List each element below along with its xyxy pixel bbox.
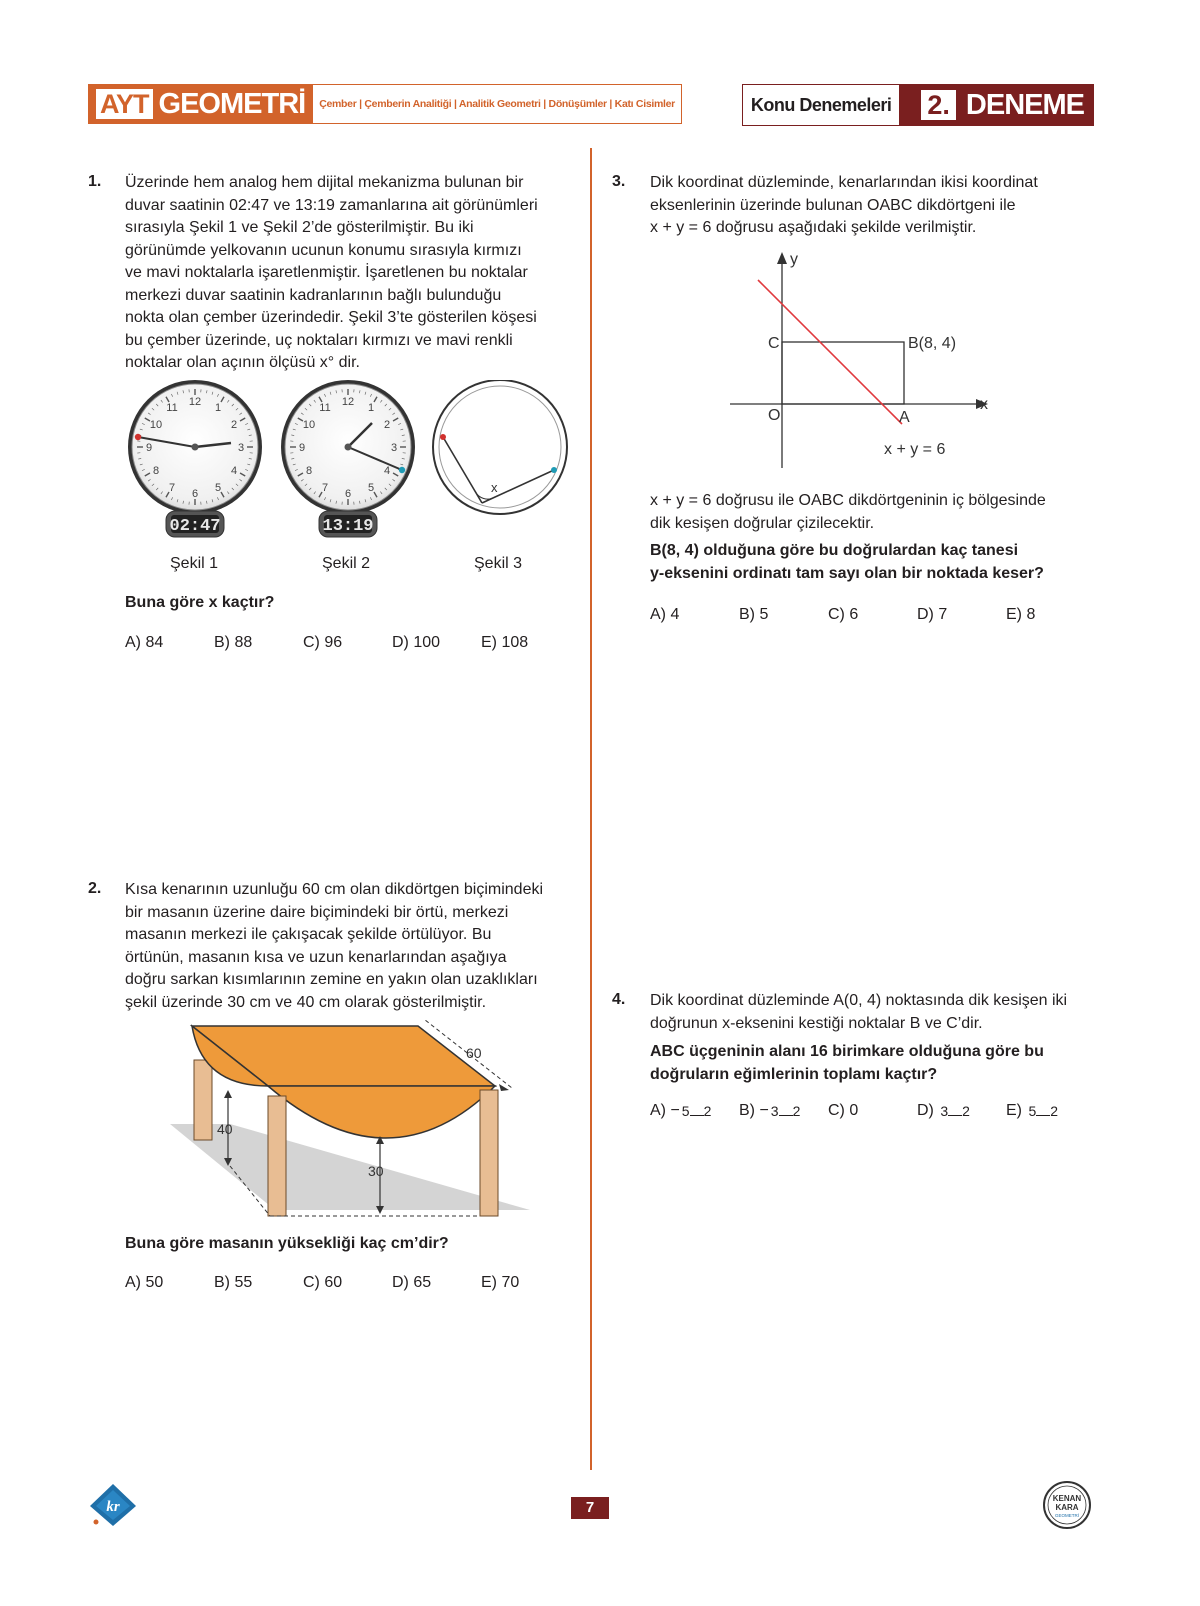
q2-line: şekil üzerinde 30 cm ve 40 cm olarak gösterilmiştir. [125, 993, 487, 1011]
label-40: 40 [217, 1121, 233, 1137]
denominator: 2 [792, 1102, 801, 1119]
line-label: x + y = 6 [884, 441, 946, 458]
q4-option-a[interactable] [650, 1102, 739, 1120]
q4-line: doğrunun x-eksenini kestiği noktalar B ve C’dir. [650, 1014, 983, 1032]
q3-options [650, 606, 1035, 624]
clock2 [281, 380, 415, 537]
svg-text:11: 11 [319, 402, 331, 414]
q3-line: x + y = 6 doğrusu aşağıdaki şekilde verilmiştir. [650, 219, 977, 236]
q4-option-e-fraction [1028, 1103, 1058, 1120]
q1-line: ve mavi noktalarla işaretlenmiştir. İşaretlenen bu noktalar [125, 264, 528, 281]
q3-line: eksenlerinin üzerinde bulunan OABC dikdörtgeni ile [650, 196, 1016, 214]
svg-text:12: 12 [188, 396, 202, 408]
q1-line: görünümde yelkovanın ucunun konumu sırasıyla kırmızı [125, 241, 522, 259]
deneme-label: DENEME [965, 88, 1084, 121]
clock2-digital: 13:19 [322, 517, 374, 536]
angle-x-label: x [491, 480, 498, 495]
deneme-number: 2. [921, 90, 956, 120]
svg-text:6: 6 [344, 488, 352, 500]
svg-text:9: 9 [298, 442, 306, 454]
label-30: 30 [368, 1163, 384, 1179]
q3-text2 [650, 490, 1110, 535]
table-leg [268, 1096, 286, 1216]
table-leg [480, 1090, 498, 1216]
q1-line: bu çember üzerinde, uç noktaları kırmızı ve mavi renkli [125, 331, 513, 349]
svg-text:7: 7 [321, 482, 329, 494]
svg-text:1: 1 [214, 402, 222, 414]
svg-text:2: 2 [230, 419, 238, 431]
q3-question-line: y-eksenini ordinatı tam sayı olan bir noktada keser? [650, 564, 1044, 582]
svg-text:5: 5 [367, 482, 375, 494]
subject-badge [88, 84, 313, 124]
denominator: 2 [962, 1102, 970, 1119]
q1-option-d[interactable]: D) 100 [392, 634, 441, 651]
point-b-label: B(8, 4) [908, 335, 957, 352]
seal-line1: KENAN [1052, 1494, 1082, 1503]
seal-line2: KARA [1055, 1503, 1079, 1512]
q1-option-a[interactable]: A) 84 [125, 634, 164, 651]
clock1-digital: 02:47 [169, 517, 221, 536]
svg-text:12: 12 [341, 396, 355, 408]
q1-clocks-figure [120, 380, 580, 560]
q4-question [650, 1041, 1120, 1086]
svg-text:3: 3 [237, 442, 245, 454]
svg-text:4: 4 [230, 465, 238, 477]
q2-question: Buna göre masanın yüksekliği kaç cm’dir? [125, 1235, 449, 1252]
q2-option-e[interactable]: E) 70 [481, 1274, 520, 1291]
q4-option-b-sign: − [759, 1102, 769, 1119]
q4-option-c[interactable]: C) 0 [828, 1102, 859, 1119]
numerator: 5 [681, 1102, 690, 1119]
q4-option-a-label: A) [650, 1102, 666, 1119]
point-c-label: C [768, 335, 780, 352]
blue-dot [399, 467, 405, 473]
q1-line: merkezi duvar saatinin kadranlarının bağlı bulunduğu [125, 286, 502, 304]
svg-text:6: 6 [191, 488, 199, 500]
q1-option-e[interactable]: E) 108 [481, 634, 529, 651]
q4-option-a-fraction [682, 1103, 712, 1120]
q4-line: Dik koordinat düzleminde A(0, 4) noktasında dik kesişen iki [650, 992, 1068, 1009]
subject-label: GEOMETRİ [158, 87, 306, 120]
q3-line: x + y = 6 doğrusu ile OABC dikdörtgeninin iç bölgesinde [650, 492, 1046, 509]
q4-option-b-label: B) [739, 1102, 755, 1119]
denominator: 2 [703, 1102, 712, 1119]
caption-sekil3: Şekil 3 [474, 555, 523, 572]
q2-line: masanın merkezi ile çakışacak şekilde örtülüyor. Bu [125, 926, 492, 943]
q4-number: 4. [612, 991, 626, 1008]
q3-text [650, 172, 1110, 240]
numerator: 3 [770, 1102, 779, 1119]
q2-option-b[interactable]: B) 55 [214, 1274, 253, 1291]
q2-line: örtünün, masanın kısa ve uzun kenarlarından aşağıya [125, 948, 507, 966]
q1-text [125, 172, 585, 375]
svg-text:10: 10 [149, 419, 163, 431]
q4-text [650, 990, 1130, 1035]
q1-line: noktalar olan açının ölçüsü x° dir. [125, 354, 360, 371]
q2-line: Kısa kenarının uzunluğu 60 cm olan dikdörtgen biçimindeki [125, 881, 544, 898]
q3-line: dik kesişen doğrular çizilecektir. [650, 514, 875, 532]
q3-option-a[interactable]: A) 4 [650, 606, 680, 623]
svg-text:11: 11 [166, 402, 178, 414]
q1-option-b[interactable]: B) 88 [214, 634, 253, 651]
q1-options [125, 634, 528, 652]
q2-table-figure [160, 1020, 540, 1220]
svg-text:9: 9 [145, 442, 153, 454]
q1-line: sırasıyla Şekil 1 ve Şekil 2’de gösterilmiştir. Bu iki [125, 219, 474, 236]
header-test [742, 84, 1094, 126]
seal-line3: GEOMETRİ [1054, 1513, 1080, 1518]
clock1 [128, 380, 262, 537]
svg-text:3: 3 [390, 442, 398, 454]
svg-text:8: 8 [305, 465, 313, 477]
q2-option-a[interactable]: A) 50 [125, 1274, 164, 1291]
svg-text:2: 2 [383, 419, 391, 431]
q3-question-line: B(8, 4) olduğuna göre bu doğrulardan kaç tanesi [650, 542, 1019, 559]
point-a-label: A [899, 409, 910, 426]
q3-graph [720, 250, 1000, 470]
q2-options [125, 1274, 519, 1292]
q2-number: 2. [88, 880, 102, 897]
q4-option-b-fraction [771, 1103, 801, 1120]
caption-sekil1: Şekil 1 [170, 555, 219, 572]
q4-options [650, 1102, 1058, 1120]
svg-text:1: 1 [367, 402, 375, 414]
q1-number: 1. [88, 173, 102, 190]
brand-seal [1042, 1480, 1092, 1530]
svg-text:4: 4 [383, 465, 391, 477]
q1-option-c[interactable]: C) 96 [303, 634, 343, 651]
q3-number: 3. [612, 173, 626, 190]
column-divider [590, 148, 592, 1470]
ayt-label: AYT [96, 89, 153, 119]
konu-label: Konu Denemeleri [742, 84, 900, 126]
q4-option-d-fraction [940, 1103, 970, 1120]
q4-option-b[interactable] [739, 1102, 828, 1120]
q2-line: doğru sarkan kısımlarının zemine en yakın olan uzaklıkları [125, 971, 538, 988]
q4-question-line: doğruların eğimlerinin toplamı kaçtır? [650, 1065, 938, 1083]
q3-option-c[interactable]: C) 6 [828, 606, 859, 623]
svg-text:8: 8 [152, 465, 160, 477]
svg-text:7: 7 [168, 482, 176, 494]
q1-line: Üzerinde hem analog hem dijital mekanizma bulunan bir [125, 174, 524, 191]
q4-option-e[interactable] [1006, 1102, 1058, 1120]
header-subject [88, 84, 682, 124]
svg-text:5: 5 [214, 482, 222, 494]
q4-option-e-label: E) [1006, 1102, 1022, 1119]
svg-text:10: 10 [302, 419, 316, 431]
numerator: 3 [940, 1102, 949, 1119]
topics-list: Çember | Çemberin Analitiği | Analitik Geometri | Dönüşümler | Katı Cisimler [313, 84, 682, 124]
q4-option-a-sign: − [670, 1102, 680, 1119]
q2-text [125, 879, 585, 1014]
q2-option-c[interactable]: C) 60 [303, 1274, 343, 1291]
line-x-plus-y-6 [758, 280, 902, 424]
caption-sekil2: Şekil 2 [322, 555, 371, 572]
deneme-badge [899, 84, 1094, 126]
q3-question [650, 540, 1120, 585]
x-axis-label: x [980, 396, 988, 413]
denominator: 2 [1050, 1102, 1059, 1119]
q2-line: bir masanın üzerine daire biçimindeki bir örtü, merkezi [125, 903, 509, 921]
q4-question-line: ABC üçgeninin alanı 16 birimkare olduğuna göre bu [650, 1043, 1044, 1060]
logo-text: kr [106, 1499, 120, 1515]
page-number: 7 [571, 1497, 609, 1519]
q3-option-e[interactable]: E) 8 [1006, 606, 1036, 623]
q2-option-d[interactable]: D) 65 [392, 1274, 432, 1291]
cloth-front-drape [268, 1086, 495, 1138]
y-axis-label: y [790, 251, 798, 268]
q1-question: Buna göre x kaçtır? [125, 594, 275, 611]
red-dot [135, 434, 141, 440]
table-leg [194, 1060, 212, 1140]
label-60: 60 [466, 1045, 482, 1061]
q1-line: duvar saatinin 02:47 ve 13:19 zamanlarına ait görünümleri [125, 196, 538, 214]
publisher-logo [88, 1482, 138, 1528]
q4-option-d-label: D) [917, 1102, 934, 1119]
origin-label: O [768, 407, 781, 424]
q4-option-d[interactable] [917, 1102, 1006, 1120]
q3-line: Dik koordinat düzleminde, kenarlarından ikisi koordinat [650, 174, 1038, 191]
q3-option-b[interactable]: B) 5 [739, 606, 769, 623]
rectangle-oabc [782, 342, 904, 404]
numerator: 5 [1028, 1102, 1037, 1119]
q3-option-d[interactable]: D) 7 [917, 606, 948, 623]
figure3-circle [433, 380, 567, 514]
q1-line: nokta olan çember üzerindedir. Şekil 3’te gösterilen köşesi [125, 309, 537, 326]
